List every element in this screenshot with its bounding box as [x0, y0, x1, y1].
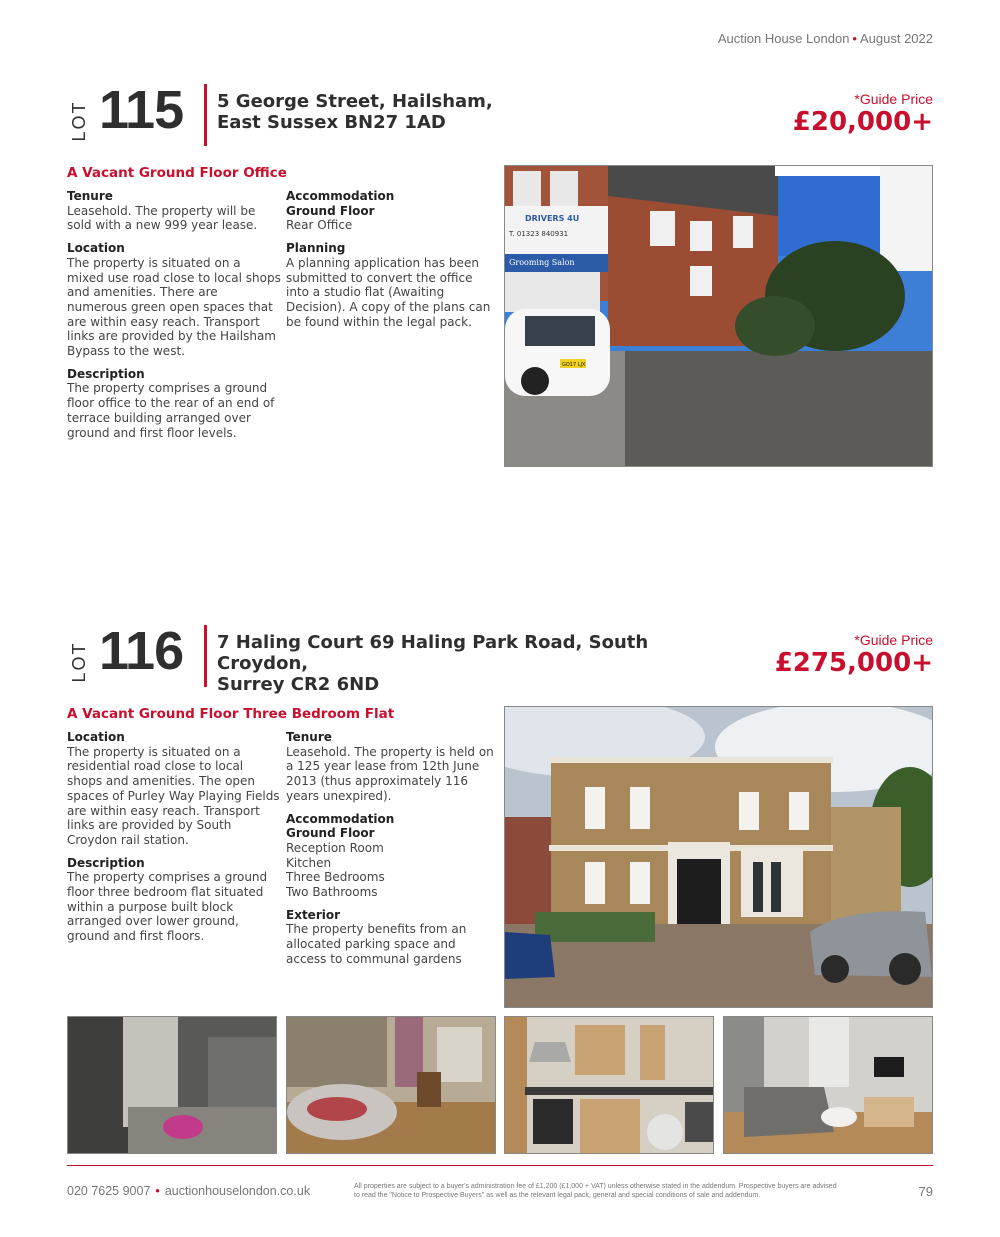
separator-dot: • — [852, 31, 857, 46]
section-heading: Location — [67, 241, 125, 256]
property-photo-bedroom-2 — [286, 1016, 496, 1154]
details-column-1 — [67, 189, 281, 448]
section-heading: Tenure — [67, 189, 113, 203]
planning-section — [286, 241, 496, 329]
section-text: The property comprises a ground floor three bedroom flat situated within a purpose built block arranged over lower ground, ground and first floors. — [67, 870, 268, 944]
guide-price-label: *Guide Price — [854, 632, 933, 648]
section-subheading: Ground Floor — [286, 203, 375, 218]
footer-website-link[interactable]: auctionhouselondon.co.uk — [164, 1184, 311, 1198]
footer-contact — [67, 1184, 310, 1198]
section-line: Reception Room — [286, 840, 384, 855]
property-photo-main — [504, 165, 933, 467]
address-line-1: 7 Haling Court 69 Haling Park Road, South Croydon, — [217, 632, 649, 674]
section-heading: Accommodation — [286, 811, 395, 826]
address-line-2: East Sussex BN27 1AD — [217, 112, 446, 133]
guide-price-label: *Guide Price — [854, 91, 933, 107]
lot-divider-bar — [204, 84, 207, 146]
property-address — [217, 632, 737, 695]
address-line-2: Surrey CR2 6ND — [217, 674, 380, 695]
section-line: Rear Office — [286, 218, 353, 233]
lot-number: 116 — [99, 621, 184, 681]
footer-divider — [67, 1165, 933, 1166]
property-photo-living-room — [723, 1016, 933, 1154]
lot-divider-bar — [204, 625, 207, 687]
guide-price-block — [775, 632, 933, 678]
section-text: Leasehold. The property will be sold with a new 999 year lease. — [67, 203, 258, 233]
lot-number: 115 — [99, 80, 184, 140]
lot-115-section — [0, 80, 1000, 544]
section-heading: Planning — [286, 241, 346, 256]
lot-subtitle: A Vacant Ground Floor Three Bedroom Flat — [67, 706, 395, 722]
section-text: The property is situated on a mixed use road close to local shops and amenities. There are numerous green open spaces that are within easy reach. Transport links are provided by the Hailsham Bypass to the west. — [67, 255, 281, 359]
section-heading: Location — [67, 730, 125, 744]
section-line: Three Bedrooms — [286, 870, 385, 885]
section-heading: Description — [67, 366, 145, 381]
footer-phone[interactable]: 020 7625 9007 — [67, 1184, 151, 1198]
footer-disclaimer: All properties are subject to a buyer's administration fee of £1,200 (£1,000 + VAT) unless otherwise stated in the addendum. Prospective buyers are advised to read the "Notice to Prospective Buyers" as well as the relevant legal pack, general and special conditions of sale and addendum. — [354, 1183, 837, 1199]
photo-sign-phone: T. 01323 840931 — [509, 230, 569, 238]
photo-car-plate: GO17 LJX — [562, 362, 586, 368]
section-text: The property is situated on a residential road close to local shops and amenities. The open spaces of Purley Way Playing Fields are within easy reach. Transport links are provided by South Croydon rail station. — [67, 744, 280, 847]
section-heading: Exterior — [286, 907, 341, 922]
property-address — [217, 91, 737, 133]
section-text: The property benefits from an allocated parking space and access to communal gardens — [286, 922, 467, 966]
section-heading: Tenure — [286, 730, 332, 744]
section-heading: Description — [67, 855, 145, 870]
details-column-2 — [286, 730, 496, 975]
separator-dot: • — [155, 1184, 160, 1198]
accommodation-section — [286, 812, 496, 900]
accommodation-section — [286, 189, 496, 233]
lot-subtitle: A Vacant Ground Floor Office — [67, 165, 287, 181]
section-heading: Accommodation — [286, 189, 395, 203]
property-photo-main — [504, 706, 933, 1008]
lot-label: LOT — [68, 641, 89, 683]
property-photo-kitchen — [504, 1016, 714, 1154]
page-number: 79 — [918, 1184, 933, 1199]
publisher-name: Auction House London — [717, 31, 850, 46]
section-text: The property comprises a ground floor office to the rear of an end of terrace building arranged over ground and first floor levels. — [67, 381, 275, 440]
tenure-section — [286, 730, 496, 804]
property-photo-bedroom-1 — [67, 1016, 277, 1154]
guide-price-value: £20,000+ — [792, 107, 933, 137]
details-column-1 — [67, 730, 281, 952]
photo-sign-drivers: DRIVERS 4U — [525, 214, 580, 223]
section-line: Kitchen — [286, 855, 332, 870]
section-subheading: Ground Floor — [286, 826, 375, 841]
description-section — [67, 856, 281, 944]
section-text: A planning application has been submitted to convert the office into a studio flat (Awaiting Decision). A copy of the plans can be found within the legal pack. — [286, 255, 491, 329]
guide-price-block — [793, 91, 933, 137]
description-section — [67, 367, 281, 441]
lot-label: LOT — [68, 100, 89, 142]
page-header — [718, 31, 933, 46]
tenure-section — [67, 189, 281, 233]
location-section — [67, 241, 281, 359]
address-line-1: 5 George Street, Hailsham, — [217, 91, 493, 112]
exterior-section — [286, 908, 496, 967]
lot-116-section — [0, 621, 1000, 1085]
guide-price-value: £275,000+ — [774, 648, 933, 678]
issue-date: August 2022 — [859, 31, 933, 46]
section-text: Leasehold. The property is held on a 125 year lease from 12th June 2013 (thus approximately 116 years unexpired). — [286, 744, 494, 803]
location-section — [67, 730, 281, 848]
details-column-2 — [286, 189, 496, 337]
section-line: Two Bathrooms — [286, 885, 378, 900]
photo-sign-grooming: Grooming Salon — [509, 258, 575, 267]
